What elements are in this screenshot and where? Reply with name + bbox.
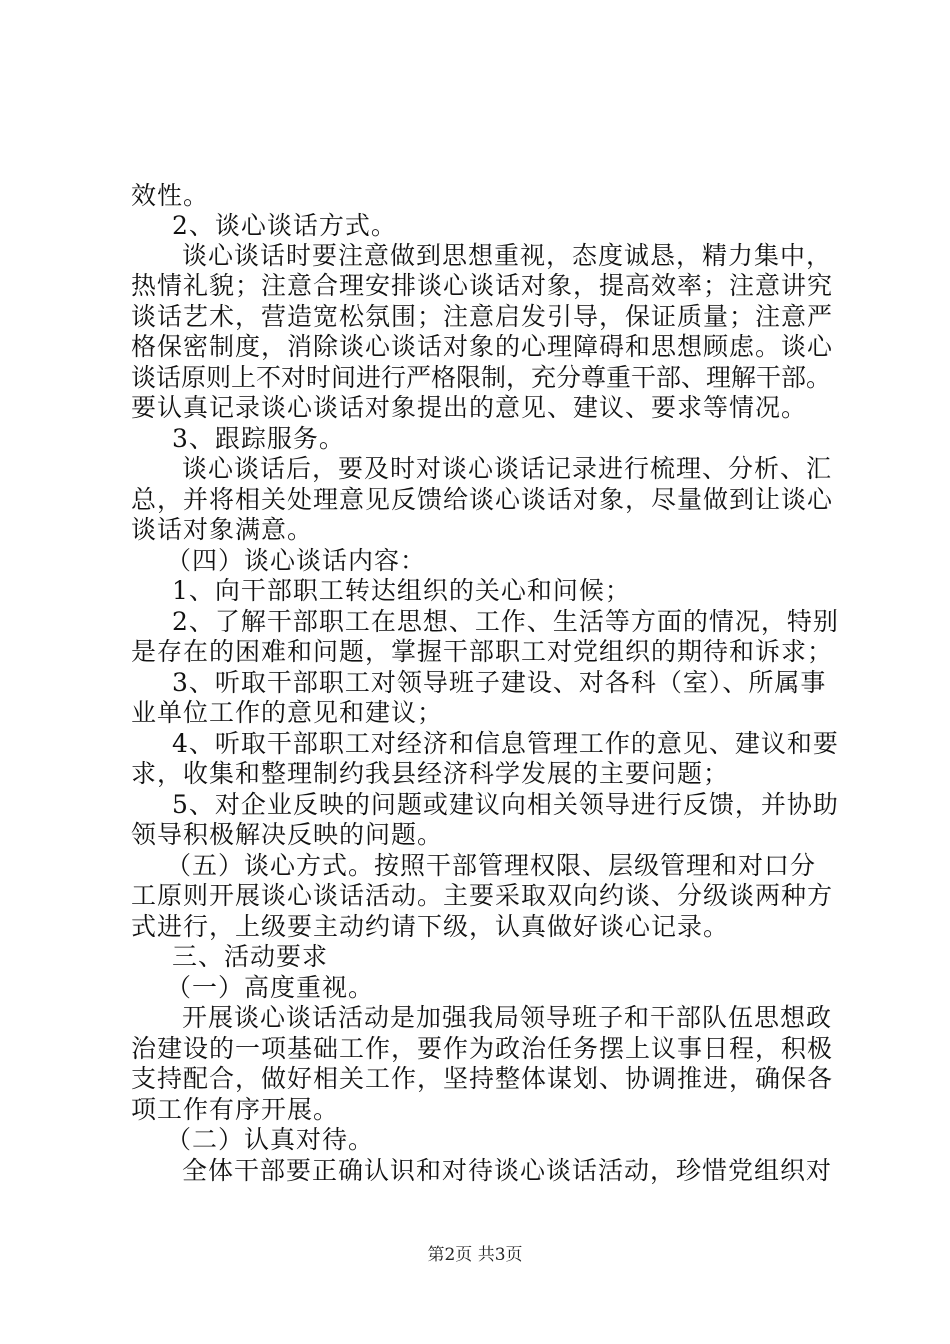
text-line-1: 效性。 (131, 181, 210, 210)
text-line-26: 三、活动要求 (172, 942, 329, 971)
text-line-29: 治建设的一项基础工作，要作为政治任务摆上议事日程，积极 (131, 1034, 834, 1063)
text-line-23: （五）谈心方式。按照干部管理权限、层级管理和对口分 (166, 851, 817, 880)
text-line-17: 3、听取干部职工对领导班子建设、对各科（室）、所属事 (172, 668, 827, 697)
text-line-13: （四）谈心谈话内容： (166, 546, 427, 575)
text-line-20: 求，收集和整理制约我县经济科学发展的主要问题； (131, 759, 730, 788)
text-line-11: 总，并将相关处理意见反馈给谈心谈话对象，尽量做到让谈心 (131, 485, 834, 514)
text-line-4: 热情礼貌；注意合理安排谈心谈话对象，提高效率；注意讲究 (131, 271, 834, 300)
text-line-33: 全体干部要正确认识和对待谈心谈话活动，珍惜党组织对 (182, 1156, 833, 1185)
text-line-8: 要认真记录谈心谈话对象提出的意见、建议、要求等情况。 (131, 393, 808, 422)
text-line-32: （二）认真对待。 (166, 1125, 375, 1154)
text-line-2: 2、谈心谈话方式。 (172, 211, 397, 240)
text-line-14: 1、向干部职工转达组织的关心和问候； (172, 576, 631, 605)
text-line-12: 谈话对象满意。 (131, 515, 314, 544)
text-line-9: 3、跟踪服务。 (172, 424, 345, 453)
text-line-5: 谈话艺术，营造宽松氛围；注意启发引导，保证质量；注意严 (131, 302, 834, 331)
text-line-22: 领导积极解决反映的问题。 (131, 820, 444, 849)
text-line-19: 4、听取干部职工对经济和信息管理工作的意见、建议和要 (172, 729, 839, 758)
text-line-16: 是存在的困难和问题，掌握干部职工对党组织的期待和诉求； (131, 637, 834, 666)
text-line-24: 工原则开展谈心谈话活动。主要采取双向约谈、分级谈两种方 (131, 881, 834, 910)
text-line-18: 业单位工作的意见和建议； (131, 698, 444, 727)
text-line-30: 支持配合，做好相关工作，坚持整体谋划、协调推进，确保各 (131, 1064, 834, 1093)
text-line-7: 谈话原则上不对时间进行严格限制，充分尊重干部、理解干部。 (131, 363, 832, 392)
text-line-21: 5、对企业反映的问题或建议向相关领导进行反馈，并协助 (172, 790, 839, 819)
text-line-10: 谈心谈话后，要及时对谈心谈话记录进行梳理、分析、汇 (182, 454, 833, 483)
text-line-3: 谈心谈话时要注意做到思想重视，态度诚恳，精力集中， (182, 241, 833, 270)
text-line-31: 项工作有序开展。 (131, 1095, 340, 1124)
text-line-15: 2、了解干部职工在思想、工作、生活等方面的情况，特别 (172, 607, 839, 636)
text-line-25: 式进行，上级要主动约请下级，认真做好谈心记录。 (131, 912, 730, 941)
text-line-27: （一）高度重视。 (166, 973, 375, 1002)
text-line-28: 开展谈心谈话活动是加强我局领导班子和干部队伍思想政 (182, 1003, 833, 1032)
page-footer: 第2页 共3页 (427, 1245, 523, 1265)
text-line-6: 格保密制度，消除谈心谈话对象的心理障碍和思想顾虑。谈心 (131, 332, 834, 361)
